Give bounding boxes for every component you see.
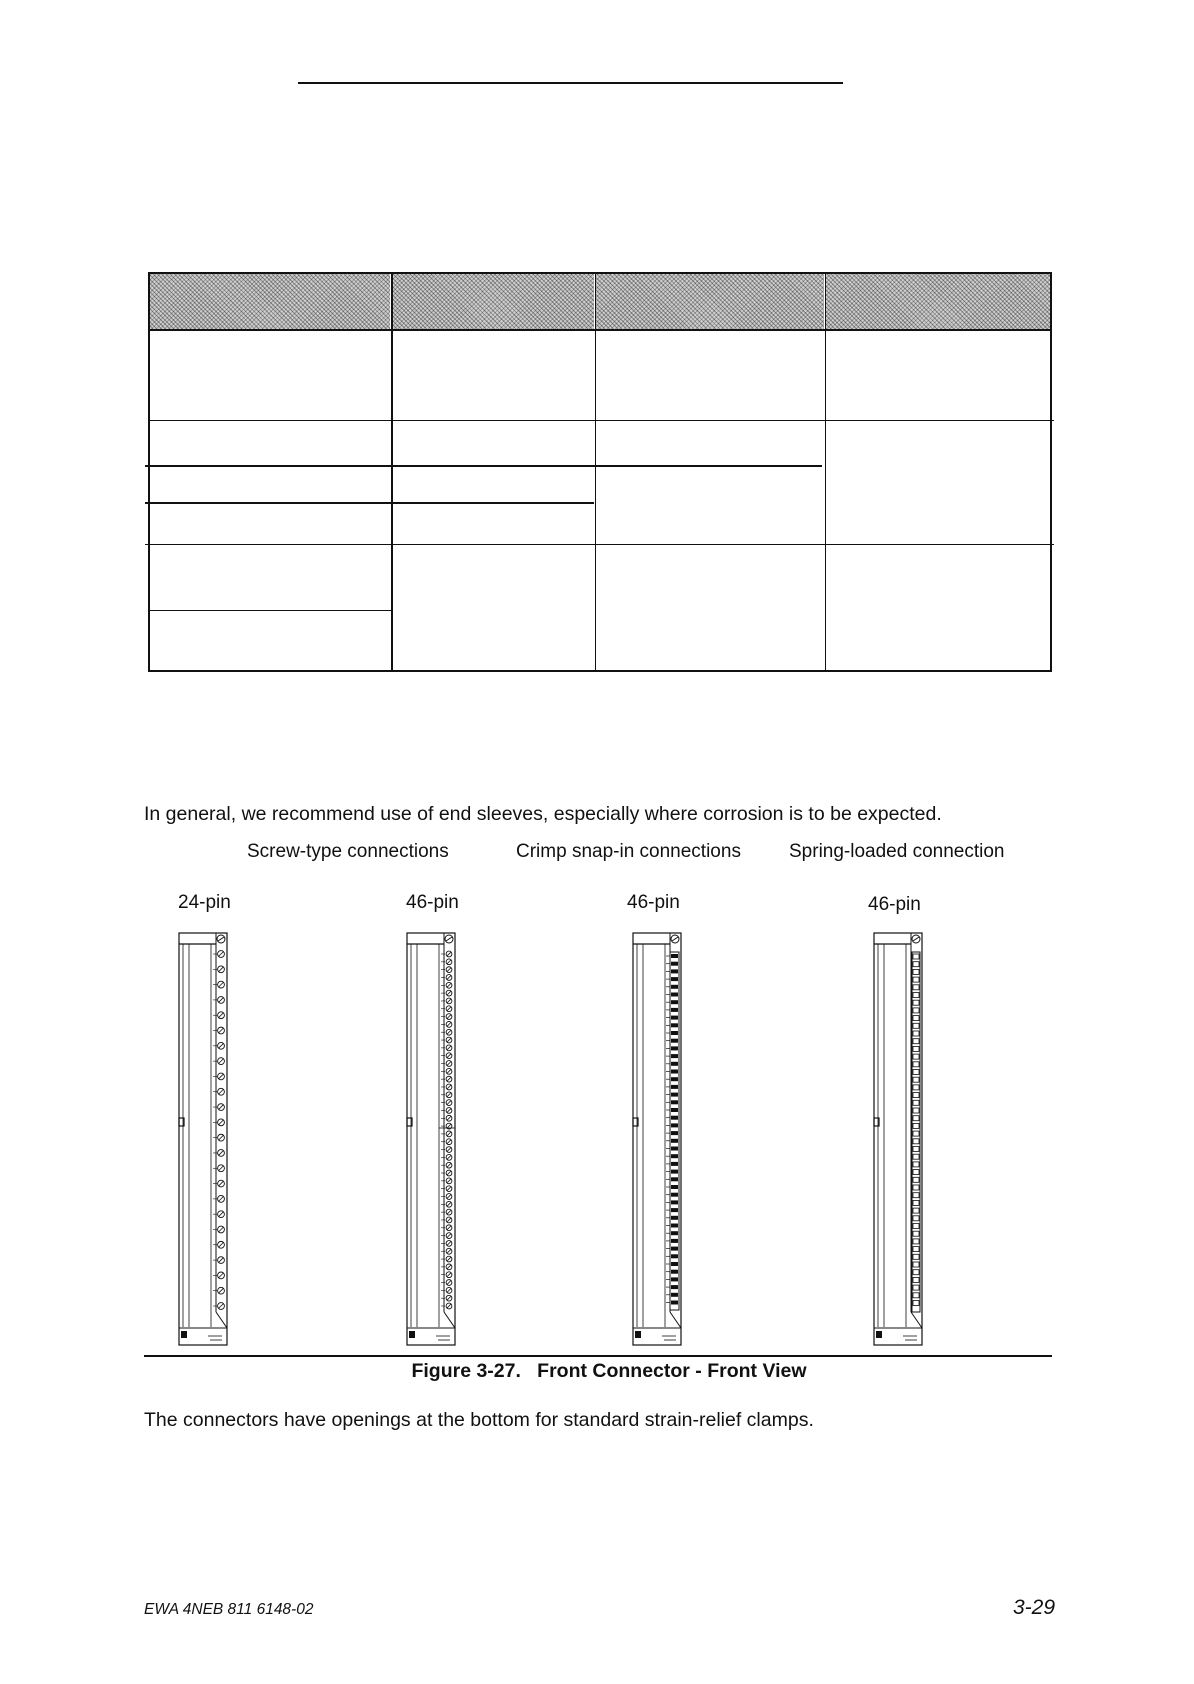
label-spring-loaded: Spring-loaded connection <box>789 841 1005 862</box>
table-header-cell <box>826 272 1052 329</box>
header-rule <box>298 82 843 84</box>
connector-24pin-screw-drawing <box>178 932 234 1350</box>
pin-label-46-screw: 46-pin <box>406 892 459 913</box>
pin-label-46-crimp: 46-pin <box>627 892 680 913</box>
figure-rule <box>144 1355 1052 1357</box>
label-screw-type: Screw-type connections <box>247 841 449 862</box>
label-crimp-snap-in: Crimp snap-in connections <box>516 841 741 862</box>
spec-table <box>148 272 1052 672</box>
table-header-cell <box>148 272 390 329</box>
page-number: 3-29 <box>1013 1596 1056 1619</box>
connector-46pin-crimp-drawing <box>632 932 688 1350</box>
paragraph-end-sleeves: In general, we recommend use of end sleeves, especially where corrosion is to be expected. <box>144 803 942 825</box>
figure-caption: Figure 3-27. Front Connector - Front View <box>411 1360 807 1382</box>
table-header-cell <box>392 272 594 329</box>
paragraph-strain-relief: The connectors have openings at the bottom for standard strain-relief clamps. <box>144 1409 814 1431</box>
pin-label-24: 24-pin <box>178 892 231 913</box>
table-header-cell <box>596 272 824 329</box>
footer-document-id: EWA 4NEB 811 6148-02 <box>144 1601 314 1618</box>
connector-46pin-spring-drawing <box>873 932 929 1350</box>
pin-label-46-spring: 46-pin <box>868 894 921 915</box>
connector-46pin-screw-drawing <box>406 932 462 1350</box>
